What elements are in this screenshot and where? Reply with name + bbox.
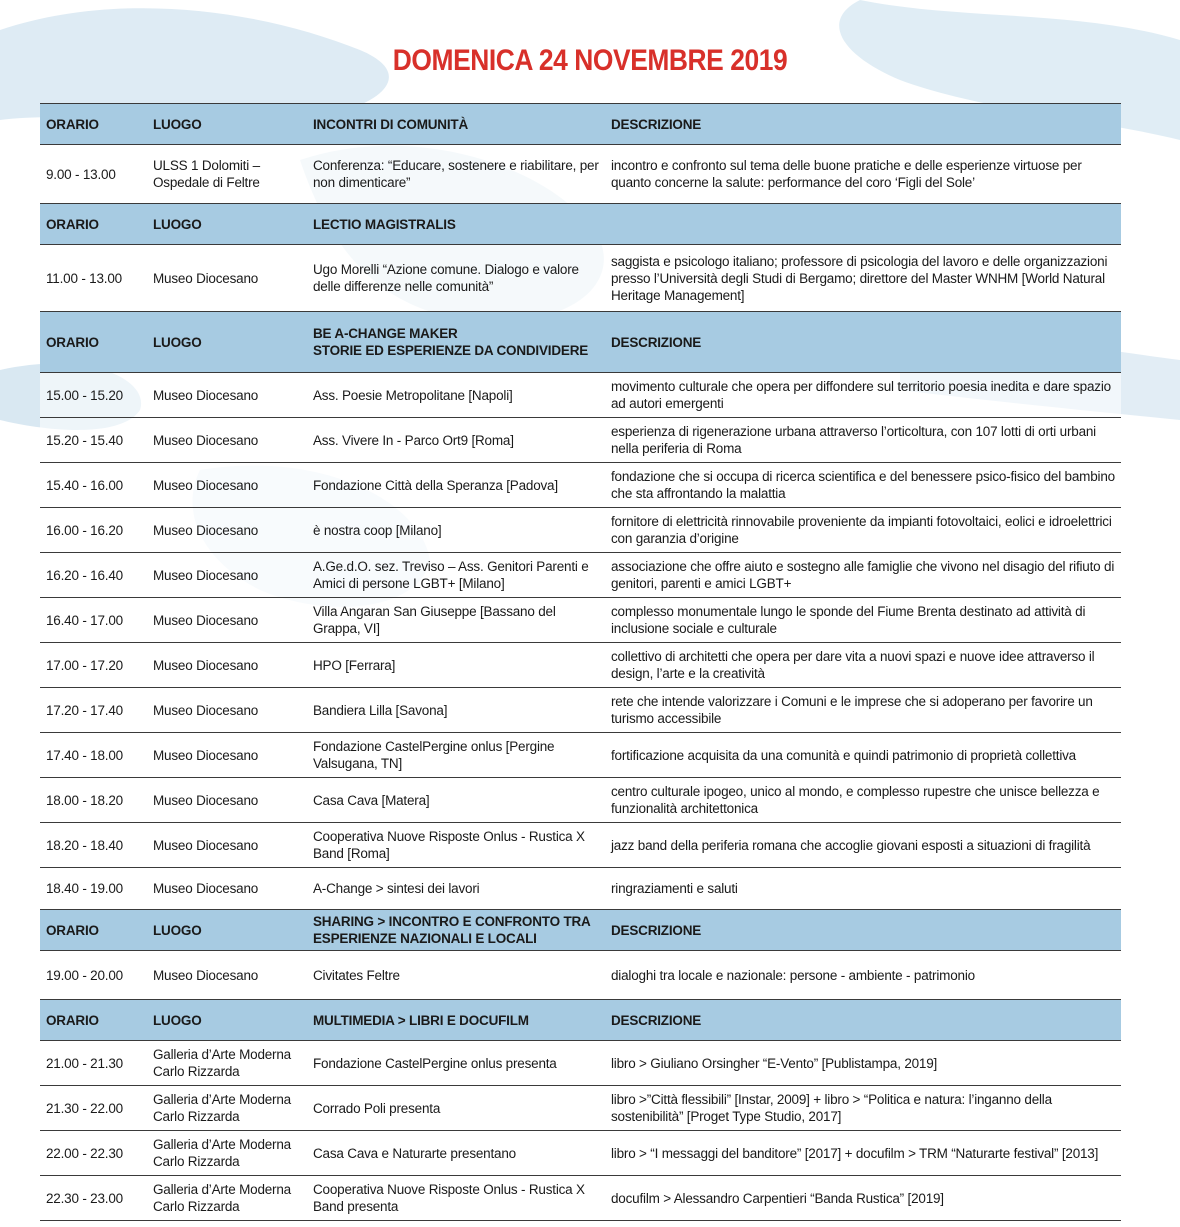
event-cell: Fondazione Città della Speranza [Padova]: [307, 463, 605, 508]
time-cell: 18.00 - 18.20: [40, 778, 147, 823]
venue-cell: Galleria d’Arte Moderna Carlo Rizzarda: [147, 1041, 307, 1086]
page-title: DOMENICA 24 NOVEMBRE 2019: [392, 44, 788, 77]
venue-cell: Museo Diocesano: [147, 463, 307, 508]
section-title-line: SHARING > INCONTRO E CONFRONTO TRA: [313, 914, 591, 929]
description-cell: fondazione che si occupa di ricerca scientifica e del benessere psico-fisico del bambino che sta affrontando la malattia: [605, 463, 1121, 508]
venue-cell: Museo Diocesano: [147, 868, 307, 910]
time-cell: 17.00 - 17.20: [40, 643, 147, 688]
event-cell: Cooperativa Nuove Risposte Onlus - Rustica X Band [Roma]: [307, 823, 605, 868]
schedule-table: [40, 103, 1121, 1221]
header-section: [307, 910, 605, 951]
header-descrizione: [605, 204, 1121, 245]
header-orario: ORARIO: [40, 1000, 147, 1041]
description-cell: incontro e confronto sul tema delle buone pratiche e delle esperienze virtuose per quanto concerne la salute: performance del coro ‘Figli del Sole’: [605, 145, 1121, 204]
header-luogo: LUOGO: [147, 1000, 307, 1041]
section-title-line: LECTIO MAGISTRALIS: [313, 216, 456, 232]
event-cell: Fondazione CastelPergine onlus presenta: [307, 1041, 605, 1086]
description-cell: associazione che offre aiuto e sostegno alle famiglie che vivono nel disagio del rifiuto di genitori, parenti e amici LGBT+: [605, 553, 1121, 598]
table-row: [40, 733, 1121, 778]
time-cell: 16.00 - 16.20: [40, 508, 147, 553]
header-descrizione: DESCRIZIONE: [605, 1000, 1121, 1041]
venue-cell: Museo Diocesano: [147, 823, 307, 868]
event-cell: A.Ge.d.O. sez. Treviso – Ass. Genitori Parenti e Amici di persone LGBT+ [Milano]: [307, 553, 605, 598]
time-cell: 16.20 - 16.40: [40, 553, 147, 598]
time-cell: 22.00 - 22.30: [40, 1131, 147, 1176]
time-cell: 22.30 - 23.00: [40, 1176, 147, 1221]
venue-cell: Museo Diocesano: [147, 553, 307, 598]
event-cell: Ugo Morelli “Azione comune. Dialogo e valore delle differenze nelle comunità”: [307, 245, 605, 312]
venue-cell: Museo Diocesano: [147, 373, 307, 418]
header-descrizione: DESCRIZIONE: [605, 104, 1121, 145]
description-cell: ringraziamenti e saluti: [605, 868, 1121, 910]
venue-cell: Galleria d’Arte Moderna Carlo Rizzarda: [147, 1086, 307, 1131]
section-title-line: INCONTRI DI COMUNITÀ: [313, 116, 468, 132]
header-orario: ORARIO: [40, 104, 147, 145]
table-row: [40, 553, 1121, 598]
event-cell: Casa Cava e Naturarte presentano: [307, 1131, 605, 1176]
table-row: [40, 508, 1121, 553]
event-cell: A-Change > sintesi dei lavori: [307, 868, 605, 910]
description-cell: collettivo di architetti che opera per dare vita a nuovi spazi e nuove idee attraverso il design, l’arte e la creatività: [605, 643, 1121, 688]
table-row: [40, 598, 1121, 643]
venue-cell: Galleria d’Arte Moderna Carlo Rizzarda: [147, 1176, 307, 1221]
section-header-row: [40, 312, 1121, 373]
time-cell: 15.40 - 16.00: [40, 463, 147, 508]
description-cell: docufilm > Alessandro Carpentieri “Banda Rustica” [2019]: [605, 1176, 1121, 1221]
description-cell: movimento culturale che opera per diffondere sul territorio poesia inedita e dare spazio ad autori emergenti: [605, 373, 1121, 418]
description-cell: libro > Giuliano Orsingher “E-Vento” [Publistampa, 2019]: [605, 1041, 1121, 1086]
venue-cell: Museo Diocesano: [147, 643, 307, 688]
header-luogo: LUOGO: [147, 104, 307, 145]
table-row: [40, 463, 1121, 508]
table-row: [40, 951, 1121, 1000]
header-section: [307, 204, 605, 245]
event-cell: Ass. Poesie Metropolitane [Napoli]: [307, 373, 605, 418]
header-descrizione: DESCRIZIONE: [605, 910, 1121, 951]
header-orario: ORARIO: [40, 204, 147, 245]
section-header-row: [40, 910, 1121, 951]
description-cell: esperienza di rigenerazione urbana attraverso l’orticoltura, con 107 lotti di orti urbani nella periferia di Roma: [605, 418, 1121, 463]
header-luogo: LUOGO: [147, 204, 307, 245]
event-cell: Corrado Poli presenta: [307, 1086, 605, 1131]
section-header-row: [40, 204, 1121, 245]
header-luogo: LUOGO: [147, 312, 307, 373]
section-header-row: [40, 1000, 1121, 1041]
table-row: [40, 1176, 1121, 1221]
venue-cell: Galleria d’Arte Moderna Carlo Rizzarda: [147, 1131, 307, 1176]
event-cell: Civitates Feltre: [307, 951, 605, 1000]
venue-cell: Museo Diocesano: [147, 733, 307, 778]
description-cell: centro culturale ipogeo, unico al mondo, e complesso rupestre che unisce bellezza e funzionalità architettonica: [605, 778, 1121, 823]
event-cell: Fondazione CastelPergine onlus [Pergine Valsugana, TN]: [307, 733, 605, 778]
time-cell: 11.00 - 13.00: [40, 245, 147, 312]
table-row: [40, 643, 1121, 688]
table-row: [40, 373, 1121, 418]
description-cell: fortificazione acquisita da una comunità e quindi patrimonio di proprietà collettiva: [605, 733, 1121, 778]
table-row: [40, 688, 1121, 733]
time-cell: 21.00 - 21.30: [40, 1041, 147, 1086]
section-header-row: [40, 104, 1121, 145]
time-cell: 17.20 - 17.40: [40, 688, 147, 733]
section-title-line: BE A-CHANGE MAKER: [313, 326, 458, 341]
time-cell: 15.20 - 15.40: [40, 418, 147, 463]
event-cell: Ass. Vivere In - Parco Ort9 [Roma]: [307, 418, 605, 463]
header-section: [307, 104, 605, 145]
time-cell: 21.30 - 22.00: [40, 1086, 147, 1131]
description-cell: complesso monumentale lungo le sponde del Fiume Brenta destinato ad attività di inclusione sociale e culturale: [605, 598, 1121, 643]
event-cell: Villa Angaran San Giuseppe [Bassano del Grappa, VI]: [307, 598, 605, 643]
event-cell: Cooperativa Nuove Risposte Onlus - Rustica X Band presenta: [307, 1176, 605, 1221]
table-row: [40, 1041, 1121, 1086]
event-cell: Casa Cava [Matera]: [307, 778, 605, 823]
venue-cell: Museo Diocesano: [147, 688, 307, 733]
time-cell: 18.40 - 19.00: [40, 868, 147, 910]
section-title-line: MULTIMEDIA > LIBRI E DOCUFILM: [313, 1012, 529, 1028]
time-cell: 16.40 - 17.00: [40, 598, 147, 643]
header-section: [307, 312, 605, 373]
venue-cell: Museo Diocesano: [147, 778, 307, 823]
event-cell: HPO [Ferrara]: [307, 643, 605, 688]
venue-cell: Museo Diocesano: [147, 418, 307, 463]
venue-cell: Museo Diocesano: [147, 245, 307, 312]
header-descrizione: DESCRIZIONE: [605, 312, 1121, 373]
venue-cell: Museo Diocesano: [147, 598, 307, 643]
description-cell: libro >”Città flessibili” [Instar, 2009] + libro > “Politica e natura: l’inganno della sostenibilità” [Proget Type Studio, 2017]: [605, 1086, 1121, 1131]
time-cell: 15.00 - 15.20: [40, 373, 147, 418]
event-cell: è nostra coop [Milano]: [307, 508, 605, 553]
header-section: [307, 1000, 605, 1041]
section-title-line: ESPERIENZE NAZIONALI E LOCALI: [313, 931, 537, 946]
venue-cell: Museo Diocesano: [147, 951, 307, 1000]
table-row: [40, 1086, 1121, 1131]
header-orario: ORARIO: [40, 910, 147, 951]
time-cell: 19.00 - 20.00: [40, 951, 147, 1000]
event-cell: Bandiera Lilla [Savona]: [307, 688, 605, 733]
description-cell: fornitore di elettricità rinnovabile proveniente da impianti fotovoltaici, eolici e idroelettrici con garanzia d’origine: [605, 508, 1121, 553]
time-cell: 9.00 - 13.00: [40, 145, 147, 204]
description-cell: jazz band della periferia romana che accoglie giovani esposti a situazioni di fragilità: [605, 823, 1121, 868]
header-orario: ORARIO: [40, 312, 147, 373]
section-title-line: STORIE ED ESPERIENZE DA CONDIVIDERE: [313, 343, 589, 358]
description-cell: libro > “I messaggi del banditore” [2017] + docufilm > TRM “Naturarte festival” [2013]: [605, 1131, 1121, 1176]
time-cell: 18.20 - 18.40: [40, 823, 147, 868]
table-row: [40, 823, 1121, 868]
description-cell: saggista e psicologo italiano; professore di psicologia del lavoro e delle organizzazioni presso l’Università degli Studi di Bergamo; direttore del Master WNHM [World Natural Heritage Management]: [605, 245, 1121, 312]
venue-cell: Museo Diocesano: [147, 508, 307, 553]
header-luogo: LUOGO: [147, 910, 307, 951]
table-row: [40, 418, 1121, 463]
description-cell: dialoghi tra locale e nazionale: persone - ambiente - patrimonio: [605, 951, 1121, 1000]
table-row: [40, 245, 1121, 312]
table-row: [40, 868, 1121, 910]
table-row: [40, 145, 1121, 204]
description-cell: rete che intende valorizzare i Comuni e le imprese che si adoperano per favorire un turismo accessibile: [605, 688, 1121, 733]
venue-cell: ULSS 1 Dolomiti – Ospedale di Feltre: [147, 145, 307, 204]
table-row: [40, 778, 1121, 823]
event-cell: Conferenza: “Educare, sostenere e riabilitare, per non dimenticare”: [307, 145, 605, 204]
time-cell: 17.40 - 18.00: [40, 733, 147, 778]
table-row: [40, 1131, 1121, 1176]
